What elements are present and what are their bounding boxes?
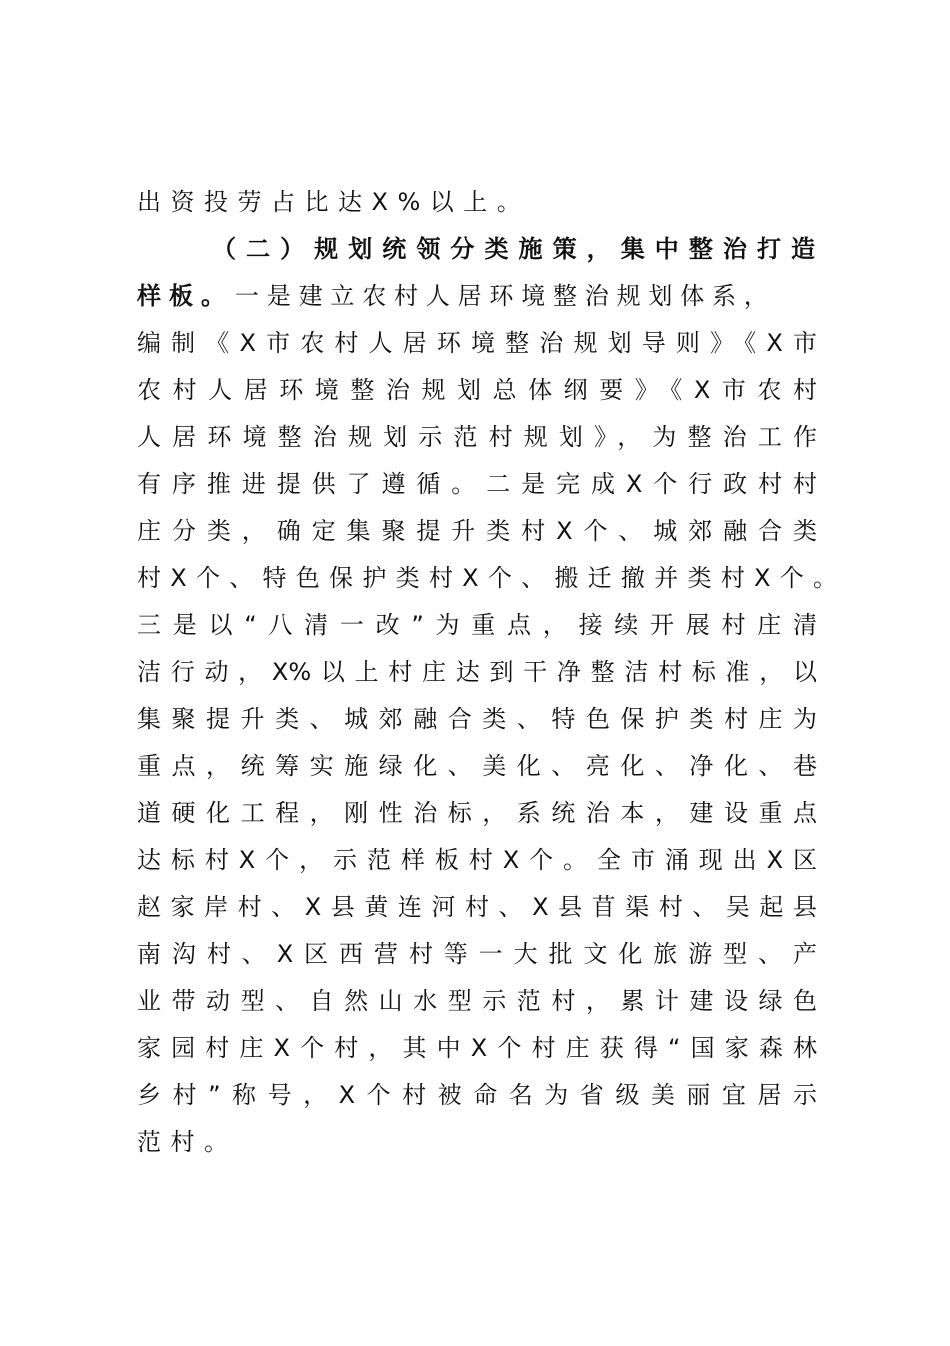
text-line-15: 达标村X个，示范样板村X个。全市涌现出X区 [137, 846, 817, 874]
text-line-8: 庄分类，确定集聚提升类村X个、城郊融合类 [137, 517, 817, 545]
text-line-9: 村X个、特色保护类村X个、搬迁撤并类村X个。 [137, 564, 837, 592]
text-line-12: 集聚提升类、城郊融合类、特色保护类村庄为 [137, 705, 817, 733]
text-line-4: 编制《X市农村人居环境整治规划导则》《X市 [137, 329, 817, 357]
section-heading-line-2: 样板。 [137, 282, 233, 310]
text-line-11: 洁行动，X%以上村庄达到干净整洁村标准，以 [137, 658, 817, 686]
text-line-5: 农村人居环境整治规划总体纲要》《X市农村 [137, 376, 817, 404]
text-line-3 [137, 278, 837, 314]
text-line-14: 道硬化工程，刚性治标，系统治本，建设重点 [137, 799, 817, 827]
text-line-19: 家园村庄X个村，其中X个村庄获得“国家森林 [137, 1034, 817, 1062]
text-line-16: 赵家岸村、X县黄连河村、X县苜渠村、吴起县 [137, 893, 817, 921]
text-line-10: 三是以“八清一改”为重点，接续开展村庄清 [137, 611, 817, 639]
text-line-3-body: 一是建立农村人居环境整治规划体系， [235, 282, 776, 310]
text-line-13: 重点，统筹实施绿化、美化、亮化、净化、巷 [137, 752, 817, 780]
text-line-17: 南沟村、X区西营村等一大批文化旅游型、产 [137, 940, 817, 968]
section-heading-line-1: （二）规划统领分类施策，集中整治打造 [212, 235, 815, 263]
text-line-21: 范村。 [137, 1128, 238, 1156]
text-line-6: 人居环境整治规划示范村规划》，为整治工作 [137, 423, 817, 451]
text-line-7: 有序推进提供了遵循。二是完成X个行政村村 [137, 470, 817, 498]
text-line-18: 业带动型、自然山水型示范村，累计建设绿色 [137, 987, 817, 1015]
text-line-20: 乡村”称号，X个村被命名为省级美丽宜居示 [137, 1081, 817, 1109]
text-line-1: 出资投劳占比达X%以上。 [137, 188, 531, 216]
